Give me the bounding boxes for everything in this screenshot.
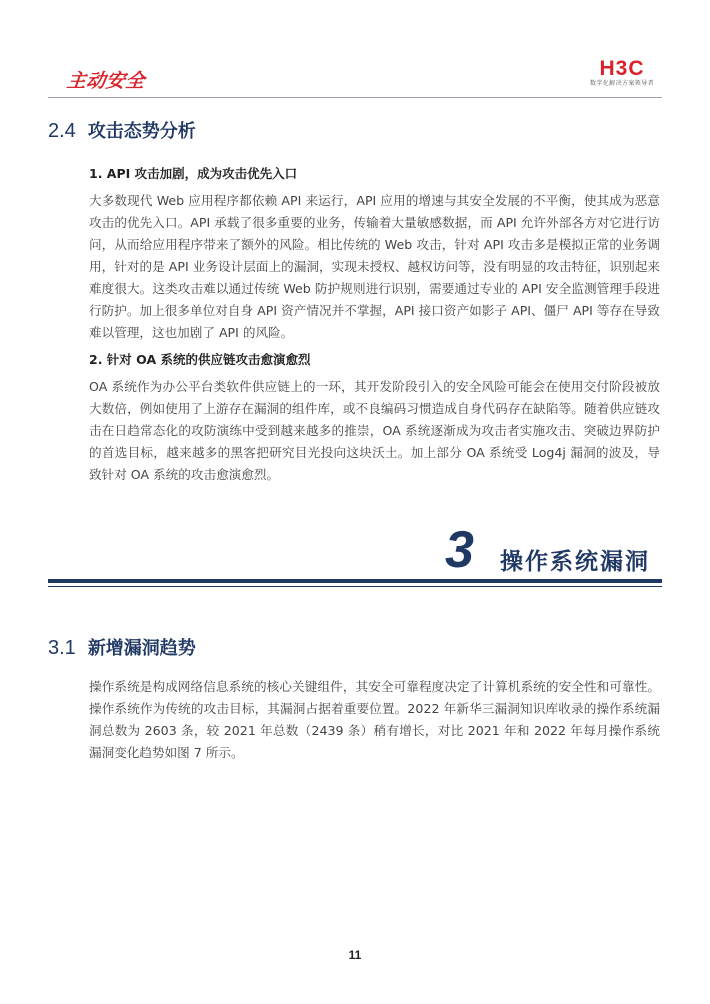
subheading-api-attacks: 1. API 攻击加剧，成为攻击优先入口: [89, 166, 298, 181]
header-logo-text: 主动安全: [65, 70, 147, 92]
chapter-divider-thick: [48, 579, 662, 583]
section-number: 3.1: [48, 637, 76, 659]
brand-mark: H3C: [599, 57, 645, 80]
section-title: 新增漏洞趋势: [87, 638, 196, 659]
chapter-number: 3: [445, 521, 474, 579]
section-2-4-heading: [48, 117, 196, 143]
page-header: [0, 0, 710, 100]
section-number: 2.4: [48, 120, 76, 142]
paragraph-os-vulnerability-trend: 操作系统是构成网络信息系统的核心关键组件，其安全可靠程度决定了计算机系统的安全性和可靠性。操作系统作为传统的攻击目标，其漏洞占据着重要位置。2022 年新华三漏洞知识库收录的操作系统漏洞总数为 2603 条，较 2021 年总数（2439 条）稍有增长，对比 2021 年和 2022 年每月操作系统漏洞变化趋势如图 7 所示。: [89, 679, 660, 760]
header-divider: [48, 97, 662, 98]
chapter-divider-thin: [48, 586, 662, 587]
paragraph-api-attacks: 大多数现代 Web 应用程序都依赖 API 来运行，API 应用的增速与其安全发展的不平衡，使其成为恶意攻击的优先入口。API 承载了很多重要的业务，传输着大量敏感数据，而 API 允许外部各方对它进行访问，从而给应用程序带来了额外的风险。相比传统的 Web 攻击，针对 API 攻击多是模拟正常的业务调用，针对的是 API 业务设计层面上的漏洞，实现未授权、越权访问等，没有明显的攻击特征，识别起来难度很大。这类攻击难以通过传统 Web 防护规则进行识别，需要通过专业的 API 安全监测管理手段进行防护。加上很多单位对自身 API 资产情况并不掌握，API 接口资产如影子 API、僵尸 API 等存在导致难以管理，这也加剧了 API 的风险。: [89, 193, 660, 340]
paragraph-oa-supply-chain: OA 系统作为办公平台类软件供应链上的一环，其开发阶段引入的安全风险可能会在使用交付阶段被放大数倍，例如使用了上游存在漏洞的组件库，或不良编码习惯造成自身代码存在缺陷等。随着供应链攻击在日趋常态化的攻防演练中受到越来越多的推崇，OA 系统逐渐成为攻击者实施攻击、突破边界防护的首选目标，越来越多的黑客把研究目光投向这块沃土。加上部分 OA 系统受 Log4j 漏洞的波及，导致针对 OA 系统的攻击愈演愈烈。: [89, 379, 660, 482]
section-title: 攻击态势分析: [87, 121, 196, 142]
subheading-oa-supply-chain: 2. 针对 OA 系统的供应链攻击愈演愈烈: [89, 352, 311, 367]
brand-logo: [586, 58, 658, 88]
chapter-title: 操作系统漏洞: [500, 549, 650, 575]
brand-slogan: 数字化解决方案领导者: [589, 80, 654, 87]
page-number: 11: [348, 948, 362, 962]
section-3-1-heading: [48, 634, 196, 660]
